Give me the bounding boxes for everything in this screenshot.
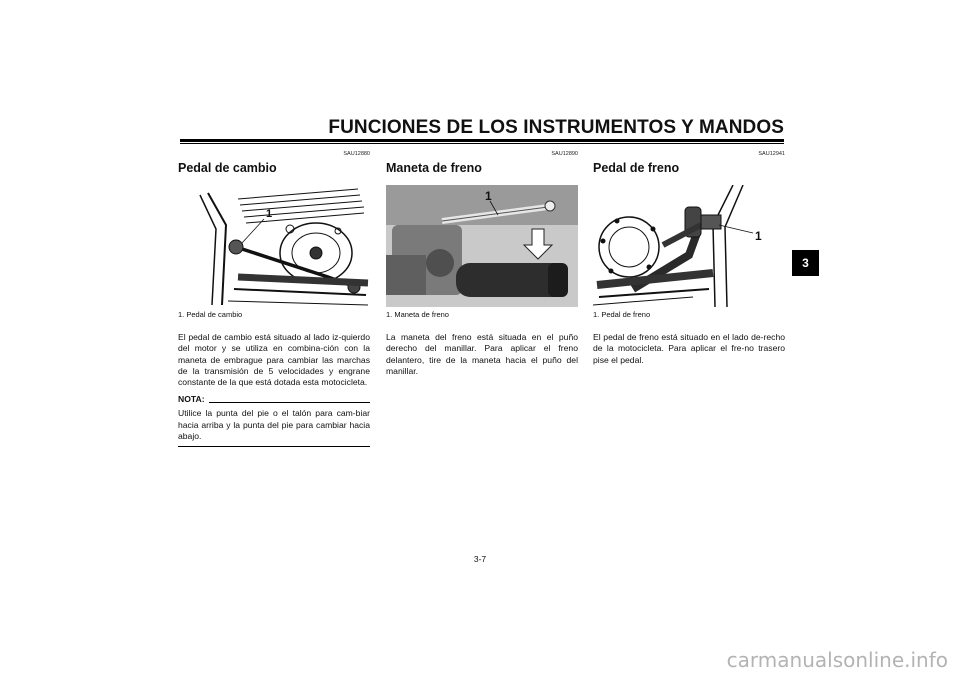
section-brake-pedal [593, 150, 785, 366]
section-body: El pedal de cambio está situado al lado iz-quierdo del motor y se utiliza en combina-ción con la maneta de embrague para cambiar las marchas de la transmisión de 5 velocidades y engrane constante de la que está dotada esta motocicleta. [178, 332, 370, 388]
page-number: 3-7 [473, 554, 487, 564]
section-code: SAU12890 [551, 151, 578, 157]
note-text: Utilice la punta del pie o el talón para cam-biar hacia arriba y la punta del pie para cambiar hacia abajo. [178, 408, 370, 447]
note-label: NOTA: [178, 394, 205, 405]
figure-callout: 1 [755, 229, 762, 243]
figure-caption: 1. Maneta de freno [386, 310, 449, 319]
chapter-tab: 3 [792, 250, 819, 276]
section-code: SAU12880 [343, 151, 370, 157]
section-title: Pedal de freno [593, 161, 680, 175]
brake-pedal-illustration [593, 185, 785, 307]
title-rule-thin [180, 143, 784, 144]
brake-lever-illustration [386, 185, 578, 307]
section-title: Pedal de cambio [178, 161, 277, 175]
section-code: SAU12941 [758, 151, 785, 157]
note-rule [209, 402, 370, 403]
title-rule [180, 139, 784, 142]
watermark: carmanualsonline.info [726, 648, 948, 672]
note-box [178, 394, 370, 447]
page-title: FUNCIONES DE LOS INSTRUMENTOS Y MANDOS [328, 117, 784, 138]
section-body: El pedal de freno está situado en el lado de-recho de la motocicleta. Para aplicar el fre-no trasero pise el pedal. [593, 332, 785, 365]
shift-pedal-illustration [178, 185, 370, 307]
section-title: Maneta de freno [386, 161, 482, 175]
figure-callout: 1 [266, 208, 273, 220]
figure-callout: 1 [485, 189, 492, 203]
figure-caption: 1. Pedal de cambio [178, 310, 243, 319]
section-body: La maneta del freno está situada en el puño derecho del manillar. Para aplicar el freno delantero, tire de la maneta hacia el puño del manillar. [386, 332, 578, 376]
section-shift-pedal [178, 150, 370, 447]
section-brake-lever [386, 150, 578, 377]
figure-caption: 1. Pedal de freno [593, 310, 651, 319]
